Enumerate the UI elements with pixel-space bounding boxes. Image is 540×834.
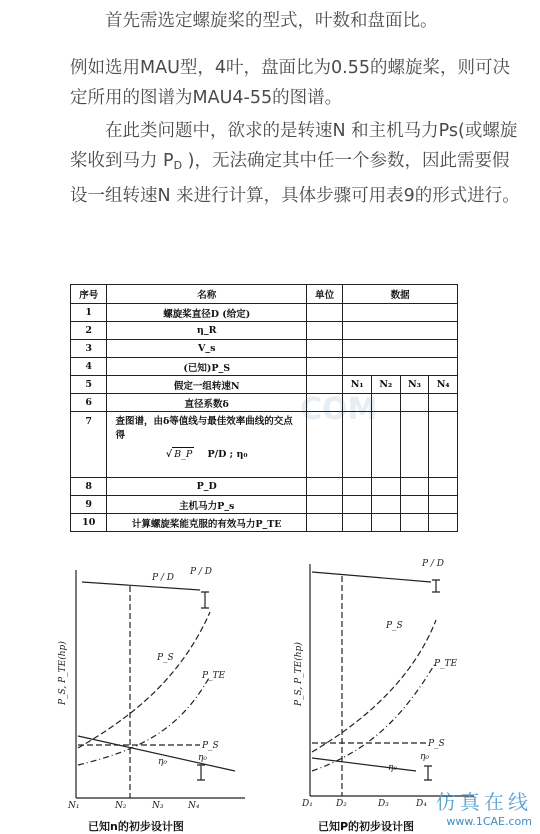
right-label-ps-h: P_S: [428, 739, 445, 749]
table-row: 2 η_R: [71, 322, 458, 340]
table-row: 9 主机马力P_s: [71, 496, 458, 514]
right-label-eta-l: η₀: [388, 763, 397, 773]
left-label-pd-top: P / D: [190, 567, 213, 577]
table-row: 7 查图谱，由δ等值线与最佳效率曲线的交点得 √ B_P P/D ; η₀: [71, 412, 458, 478]
left-label-eta-r: η₀: [198, 753, 207, 763]
table-row: 6 直径系数δ: [71, 394, 458, 412]
right-ps-curve: [312, 620, 436, 752]
right-tick-4: D₄: [416, 799, 427, 809]
left-label-ps: P_S: [157, 653, 174, 663]
left-eta-errorbar: [197, 765, 205, 780]
paragraph-1: 首先需选定螺旋桨的型式，叶数和盘面比。: [105, 11, 438, 31]
right-label-ps: P_S: [386, 621, 403, 631]
left-tick-3: N₃: [152, 801, 164, 811]
header-no: 序号: [71, 285, 107, 304]
left-label-ps-h: P_S: [202, 741, 219, 751]
paragraph-3: [70, 116, 520, 211]
left-pd-line: [82, 582, 200, 590]
right-pd-errorbar: [432, 580, 440, 592]
p3-part-a: 在此类问题中，欲求的是转速N 和主机马力Ps(或螺旋桨收到马力 P: [70, 121, 518, 171]
left-tick-1: N₁: [68, 801, 80, 811]
right-design-chart: [294, 556, 476, 809]
watermark-title: 仿真在线: [436, 790, 532, 814]
paragraph-2: 例如选用MAU型，4叶，盘面比为0.55的螺旋桨，则可决定所用的图谱为MAU4-55的图谱。: [70, 58, 510, 108]
left-label-eta-l: η₀: [158, 757, 167, 767]
table-header-row: [71, 285, 458, 304]
right-tick-3: D₃: [378, 799, 389, 809]
table-row: 3 V_s: [71, 340, 458, 358]
right-y-label: P_S, P_TE(hp): [294, 642, 304, 706]
left-design-chart: [58, 560, 250, 811]
calculation-table: [70, 284, 458, 532]
left-chart-caption: 已知n的初步设计图: [88, 820, 184, 833]
table-row: 5 假定一组转速N N₁ N₂ N₃ N₄: [71, 376, 458, 394]
right-label-pd-top: P / D: [422, 559, 445, 569]
right-label-eta-r: η₀: [420, 752, 429, 762]
left-ps-curve: [78, 612, 210, 748]
p3-part-b: )，无法确定其中任一个参数，因此需要假设一组转速N 来进行计算，具体步骤可用表9的形式进行。: [70, 151, 520, 206]
left-y-label: P_S, P_TE(hp): [58, 641, 68, 705]
p3-subscript: D: [173, 159, 183, 172]
table-row: 1 螺旋桨直径D (给定): [71, 304, 458, 322]
right-eta-errorbar: [424, 766, 432, 780]
left-pd-errorbar: [201, 592, 209, 608]
left-label-pte: P_TE: [202, 671, 226, 681]
right-tick-1: D₁: [302, 799, 313, 809]
header-name: 名称: [107, 285, 306, 304]
right-pte-curve: [312, 662, 436, 771]
header-unit: 单位: [306, 285, 342, 304]
watermark: [436, 786, 532, 828]
left-label-pd-line: P / D: [152, 573, 175, 583]
table-row: 4 (已知)P_S: [71, 358, 458, 376]
left-pte-curve: [78, 676, 210, 765]
table-row: 8 P_D: [71, 478, 458, 496]
header-data: 数据: [343, 285, 458, 304]
right-pd-line: [312, 572, 431, 582]
table-row: 10 计算螺旋桨能克服的有效马力P_TE: [71, 514, 458, 532]
right-label-pte: P_TE: [434, 659, 458, 669]
right-tick-2: D₂: [336, 799, 347, 809]
right-chart-caption: 已知P的初步设计图: [318, 820, 415, 833]
left-tick-2: N₂: [115, 801, 127, 811]
faint-watermark: COM: [300, 392, 378, 427]
watermark-url: www.1CAE.com: [446, 815, 532, 828]
left-tick-4: N₄: [188, 801, 200, 811]
